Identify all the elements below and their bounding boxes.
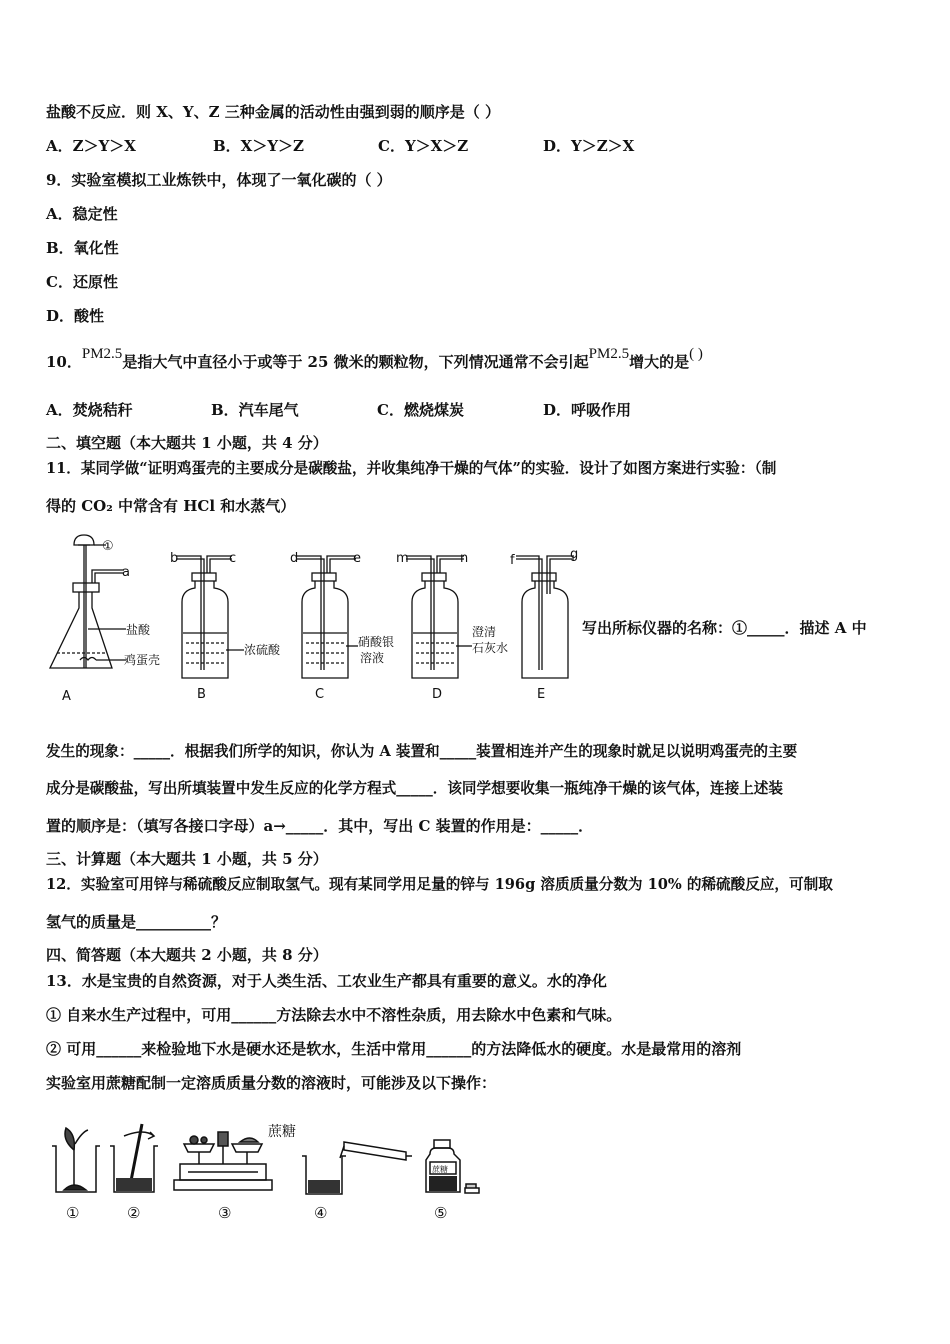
q9-option-a: A．稳定性 [46,205,118,223]
op4-pouring-water [302,1142,412,1194]
op3-balance [174,1132,272,1190]
q13-operations-figure [44,1114,494,1224]
q11-side-text: 写出所标仪器的名称：①_____．描述 A 中 [582,619,867,637]
q9-option-b: B．氧化性 [46,239,119,257]
op-number-1: ① [66,1204,80,1222]
q11-line3: 发生的现象：_____．根据我们所学的知识，你认为 A 装置和_____装置相连并产生的现象时就足以说明鸡蛋壳的主要 [46,743,798,760]
fig-caption-c: C [315,687,325,702]
q13-line2: ① 自来水生产过程中，可用______方法除去水中不溶性杂质，用去除水中色素和气味。 [46,1006,622,1024]
op-number-4: ④ [314,1204,328,1222]
q10-option-c: C．燃烧煤炭 [377,401,464,419]
q13-line4: 实验室用蔗糖配制一定溶质质量分数的溶液时，可能涉及以下操作： [46,1074,497,1092]
q8-option-b: B．X＞Y＞Z [213,137,304,155]
op1-beaker-with-plant [52,1128,100,1192]
q10-paren: ( ) [689,346,703,362]
op-number-2: ② [127,1204,141,1222]
q12-line1: 12．实验室可用锌与稀硫酸反应制取氢气。现有某同学用足量的锌与 196g 溶质质量分数为 10% 的稀硫酸反应，可制取 [46,876,833,893]
fig-label-c: c [229,551,237,566]
op3-sugar-label: 蔗糖 [268,1124,296,1140]
q10-pm25-b: PM2.5 [588,346,630,362]
q11-line1: 11．某同学做“证明鸡蛋壳的主要成分是碳酸盐，并收集纯净干燥的气体”的实验．设计了如图方案进行实验：（制 [46,460,777,477]
q11-line2: 得的 CO₂ 中常含有 HCl 和水蒸气） [46,497,296,515]
q11-bottle-d [406,556,472,678]
fig-label-hcl: 盐酸 [126,623,151,637]
q10-tail-text: 增大的是 [629,353,690,371]
q8-option-d: D．Y＞Z＞X [543,137,635,155]
q8-stem: 盐酸不反应．则 X、Y、Z 三种金属的活动性由强到弱的顺序是（ ） [46,103,500,121]
q12-line2: 氢气的质量是__________？ [46,913,227,931]
fig-label-f: f [510,553,515,568]
q10-stem [46,346,703,373]
section-3-heading: 三、计算题（本大题共 1 小题，共 5 分） [46,850,328,868]
fig-label-eggshell: 鸡蛋壳 [124,653,161,667]
q13-line1: 13．水是宝贵的自然资源，对于人类生活、工农业生产都具有重要的意义。水的净化 [46,972,607,990]
q10-middle-text: 是指大气中直径小于或等于 25 微米的颗粒物，下列情况通常不会引起 [122,353,589,371]
section-4-heading: 四、简答题（本大题共 2 小题，共 8 分） [46,946,328,964]
fig-label-b: b [170,551,179,566]
q9-option-c: C．还原性 [46,273,118,291]
q8-option-c: C．Y＞X＞Z [378,137,469,155]
op5-jar-label: 蔗糖 [432,1165,448,1174]
fig-label-agno3-2: 溶液 [360,651,385,665]
fig-caption-b: B [197,687,206,702]
q10-pm25-a: PM2.5 [81,346,123,362]
fig-caption-a: A [62,689,71,704]
fig-caption-d: D [432,687,443,702]
q11-bottle-e [516,556,574,678]
fig-label-lime-1: 澄清 [472,625,497,639]
fig-caption-e: E [537,687,546,702]
section-2-heading: 二、填空题（本大题共 1 小题，共 4 分） [46,434,328,452]
q9-option-d: D．酸性 [46,307,105,325]
q11-bottle-c [296,556,358,678]
op2-stirring-beaker [110,1124,158,1192]
q11-apparatus-figure [40,528,580,708]
fig-label-n: n [460,551,469,566]
fig-label-e: e [353,551,361,566]
fig-label-circle1: ① [102,539,114,554]
fig-label-lime-2: 石灰水 [472,641,509,655]
q10-option-b: B．汽车尾气 [211,401,299,419]
fig-label-agno3-1: 硝酸银 [358,635,395,649]
op-number-3: ③ [218,1204,232,1222]
q11-line5: 置的顺序是：（填写各接口字母）a→_____．其中，写出 C 装置的作用是：_____． [46,817,594,835]
fig-label-m: m [396,551,409,566]
fig-label-h2so4: 浓硫酸 [244,643,281,657]
q8-option-a: A．Z＞Y＞X [46,137,136,155]
q9-stem: 9．实验室模拟工业炼铁中，体现了一氧化碳的（ ） [46,171,392,189]
q11-line4: 成分是碳酸盐，写出所填装置中发生反应的化学方程式_____．该同学想要收集一瓶纯净干燥的该气体，连接上述装 [46,780,783,797]
q10-option-a: A．焚烧秸秆 [46,401,133,419]
fig-label-a: a [122,565,130,580]
op-number-5: ⑤ [434,1204,448,1222]
fig-label-g: g [570,547,579,562]
q10-option-d: D．呼吸作用 [543,401,632,419]
q13-line3: ② 可用______来检验地下水是硬水还是软水，生活中常用______的方法降低水的硬度。水是最常用的溶剂 [46,1040,742,1058]
q10-number: 10． [46,353,82,371]
fig-label-d: d [290,551,299,566]
q11-bottle-b [176,556,244,678]
